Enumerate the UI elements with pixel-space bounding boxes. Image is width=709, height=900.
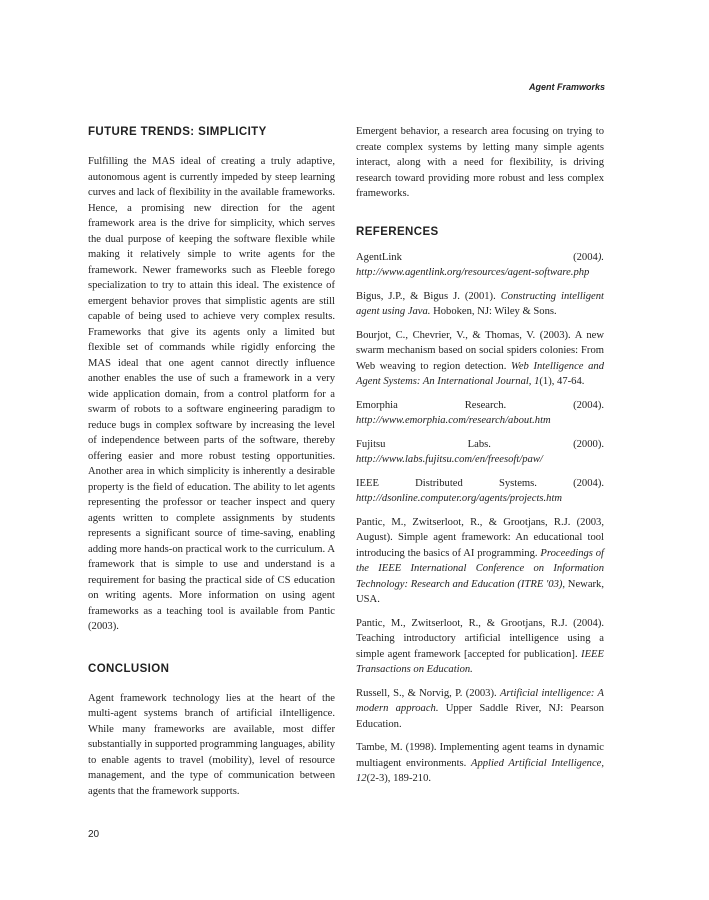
conclusion-heading: CONCLUSION [88, 662, 170, 675]
reference-item: Bourjot, C., Chevrier, V., & Thomas, V. (2003). A new swarm mechanism based on social spiders colonies: From Web weaving to region detection. Web Intelligence and Agent Systems: An International Journal, 1(1), 47-64. [356, 329, 604, 387]
reference-item: Fujitsu Labs. (2000). http://www.labs.fujitsu.com/en/freesoft/paw/ [356, 438, 604, 465]
reference-item: AgentLink (2004). http://www.agentlink.org/resources/agent-software.php [356, 251, 604, 278]
running-head: Agent Framworks [528, 82, 605, 92]
references-heading: REFERENCES [356, 225, 439, 238]
reference-item: Bigus, J.P., & Bigus J. (2001). Constructing intelligent agent using Java. Hoboken, NJ: Wiley & Sons. [356, 290, 604, 317]
reference-item: Pantic, M., Zwitserloot, R., & Grootjans, R.J. (2003, August). Simple agent framework: An educational tool introducing the basics of AI programming. Proceedings of the IEEE International Conference on Information Technology: Research and Education (ITRE '03), Newark, USA. [356, 516, 605, 605]
reference-list [356, 250, 604, 787]
reference-item: Russell, S., & Norvig, P. (2003). Artificial intelligence: A modern approach. Upper Saddle River, NJ: Pearson Education. [356, 687, 604, 730]
reference-item: Pantic, M., Zwitserloot, R., & Grootjans, R.J. (2004). Teaching introductory artificial intelligence using a simple agent framework [accepted for publication]. IEEE Transactions on Education. [356, 617, 604, 675]
future-trends-heading: FUTURE TRENDS: SIMPLICITY [88, 126, 267, 138]
future-trends-continuation: Emergent behavior, a research area focusing on trying to create complex systems by letting many simple agents interact, along with a need for flexibility, is driving research toward providing more robust and less complex frameworks. [356, 126, 604, 199]
reference-item: IEEE Distributed Systems. (2004). http://dsonline.computer.org/agents/projects.htm [356, 477, 604, 504]
page-number: 20 [88, 829, 100, 840]
reference-item: Emorphia Research. (2004). http://www.emorphia.com/research/about.htm [356, 399, 604, 426]
right-column [356, 124, 604, 795]
future-trends-body: Fulfilling the MAS ideal of creating a truly adaptive, autonomous agent is currently impeded by steep learning curves and lack of flexibility in the available frameworks. Hence, a promising new direction for the agent framework area is the drive for simplicity, which serves the dual purpose of keeping the software flexible while making it relatively simple to write agents for the framework. Newer frameworks such as Fleeble forego specialization to try to attain this ideal. The existence of emergent behavior proves that simplistic agents are still capable of being used to achieve very complex results. Frameworks that give its agents only a limited but flexible set of commands while rigidly enforcing the MAS ideal that one agent cannot directly influence another enables the use of such a framework in a very wide application domain, from a control platform for a swarm of robots to a software engineering paradigm to reduce bugs in complex software by increasing the level of independence between parts of the software, thereby offering easier and more robust testing opportunities. Another area in which simplicity is inherently a desirable property is the field of education. The ability to let agents representing the professor or teacher inspect and query agents written to complete assignments by students represents a significant source of time-saving, enabling adding more hands-on practical work to the curriculum. A framework that is simple to use and understand is a requirement for basing the practical side of CS education on writing agents. More information on using agent frameworks as a teaching tool is available from Pantic (2003). [88, 156, 335, 632]
conclusion-body: Agent framework technology lies at the heart of the multi-agent systems branch of artificial iIntelligence. While many frameworks are available, most differ substantially in supported programming languages, ability to enable agents to travel (mobility), level of resource management, and the type of communication between agents that the framework supports. [88, 692, 335, 797]
reference-item: Tambe, M. (1998). Implementing agent teams in dynamic multiagent environments. Applied Artificial Intelligence, 12(2-3), 189-210. [356, 742, 604, 784]
left-column [88, 124, 335, 799]
